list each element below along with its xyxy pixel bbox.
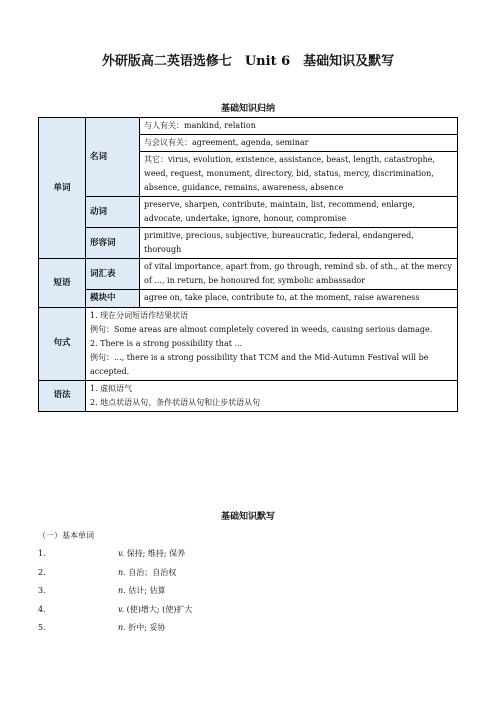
table-row: [39, 307, 458, 380]
table-row: [39, 197, 458, 228]
meaning: 估计; 估算: [128, 586, 166, 595]
sentence-example-2: 例句：..., there is a strong possibility that TCM and the Mid-Autumn Festival will be accepted.: [90, 352, 429, 376]
list-item: [38, 545, 458, 564]
item-number: 3.: [38, 586, 46, 595]
part-of-speech: v.: [118, 604, 125, 614]
part-of-speech: n.: [118, 623, 126, 632]
summary-heading: 基础知识归纳: [220, 104, 275, 114]
table-row: [39, 290, 458, 308]
verb-label: 动词: [86, 197, 140, 228]
grammar-item-2: 2. 地点状语从句、条件状语从句和让步状语从句: [90, 397, 261, 407]
phrase-list: of vital importance, apart from, go through, remind sb. of sth., at the mercy of ..., in return, be honoured for, symbolic ambassador: [140, 259, 458, 290]
item-number: 2.: [38, 567, 46, 577]
meaning: 折中; 妥协: [128, 623, 166, 632]
table-row: [39, 259, 458, 290]
adj-label: 形容词: [86, 228, 140, 259]
list-item: [38, 582, 458, 601]
part-of-speech: n.: [118, 586, 126, 595]
grammar-label: 语法: [39, 380, 86, 411]
vocab-label: 单词: [39, 118, 86, 259]
item-definition: [118, 619, 166, 638]
part-of-speech: v.: [118, 549, 125, 558]
dictation-heading: 基础知识默写: [220, 512, 275, 522]
sentence-pattern-1: 1. 现在分词短语作结果状语: [90, 310, 189, 320]
sentences-content: [86, 307, 458, 380]
sentence-example-1: 例句：Some areas are almost completely covered in weeds, causing serious damage.: [90, 324, 433, 334]
list-item: [38, 619, 458, 638]
meaning: 保持; 维持; 保养: [126, 549, 186, 558]
phrase-list-label: 词汇表: [86, 259, 140, 290]
table-row: [39, 380, 458, 411]
list-item: [38, 601, 458, 620]
item-definition: [118, 582, 166, 601]
knowledge-table: [38, 117, 458, 412]
item-number: 5.: [38, 623, 46, 632]
noun-other: 其它：virus, evolution, existence, assistance, beast, length, catastrophe, weed, request, monument, directory, bid, status, mercy, discrimination, absence, guidance, remains, awareness, absence: [140, 152, 458, 197]
part-of-speech: n.: [118, 567, 126, 577]
module-phrase-list: agree on, take place, contribute to, at the moment, raise awareness: [140, 290, 458, 308]
verb-list: preserve, sharpen, contribute, maintain, list, recommend, enlarge, advocate, undertake, ignore, honour, compromise: [140, 197, 458, 228]
sentences-label: 句式: [39, 307, 86, 380]
item-definition: [118, 564, 176, 583]
list-item: [38, 564, 458, 583]
dictation-list: [38, 527, 458, 638]
noun-meeting: 与会议有关：agreement, agenda, seminar: [140, 135, 458, 152]
noun-people: 与人有关：mankind, relation: [140, 118, 458, 135]
document-title: 外研版高二英语选修七 Unit 6 基础知识及默写: [101, 54, 395, 69]
item-definition: [118, 601, 192, 620]
grammar-content: [86, 380, 458, 411]
meaning: (使)增大; (使)扩大: [126, 604, 193, 614]
item-definition: [118, 545, 185, 564]
noun-label: 名词: [86, 118, 140, 197]
item-number: 4.: [38, 604, 46, 614]
table-row: [39, 228, 458, 259]
item-number: 1.: [38, 549, 46, 558]
table-row: [39, 118, 458, 135]
adj-list: primitive, precious, subjective, bureaucratic, federal, endangered, thorough: [140, 228, 458, 259]
grammar-item-1: 1. 虚拟语气: [90, 383, 133, 393]
meaning: 自治；自治权: [128, 567, 177, 577]
phrases-label: 短语: [39, 259, 86, 308]
sentence-pattern-2: 2. There is a strong possibility that ...: [90, 338, 243, 348]
dictation-subheading: （一）基本单词: [38, 531, 94, 540]
module-phrase-label: 模块中: [86, 290, 140, 308]
